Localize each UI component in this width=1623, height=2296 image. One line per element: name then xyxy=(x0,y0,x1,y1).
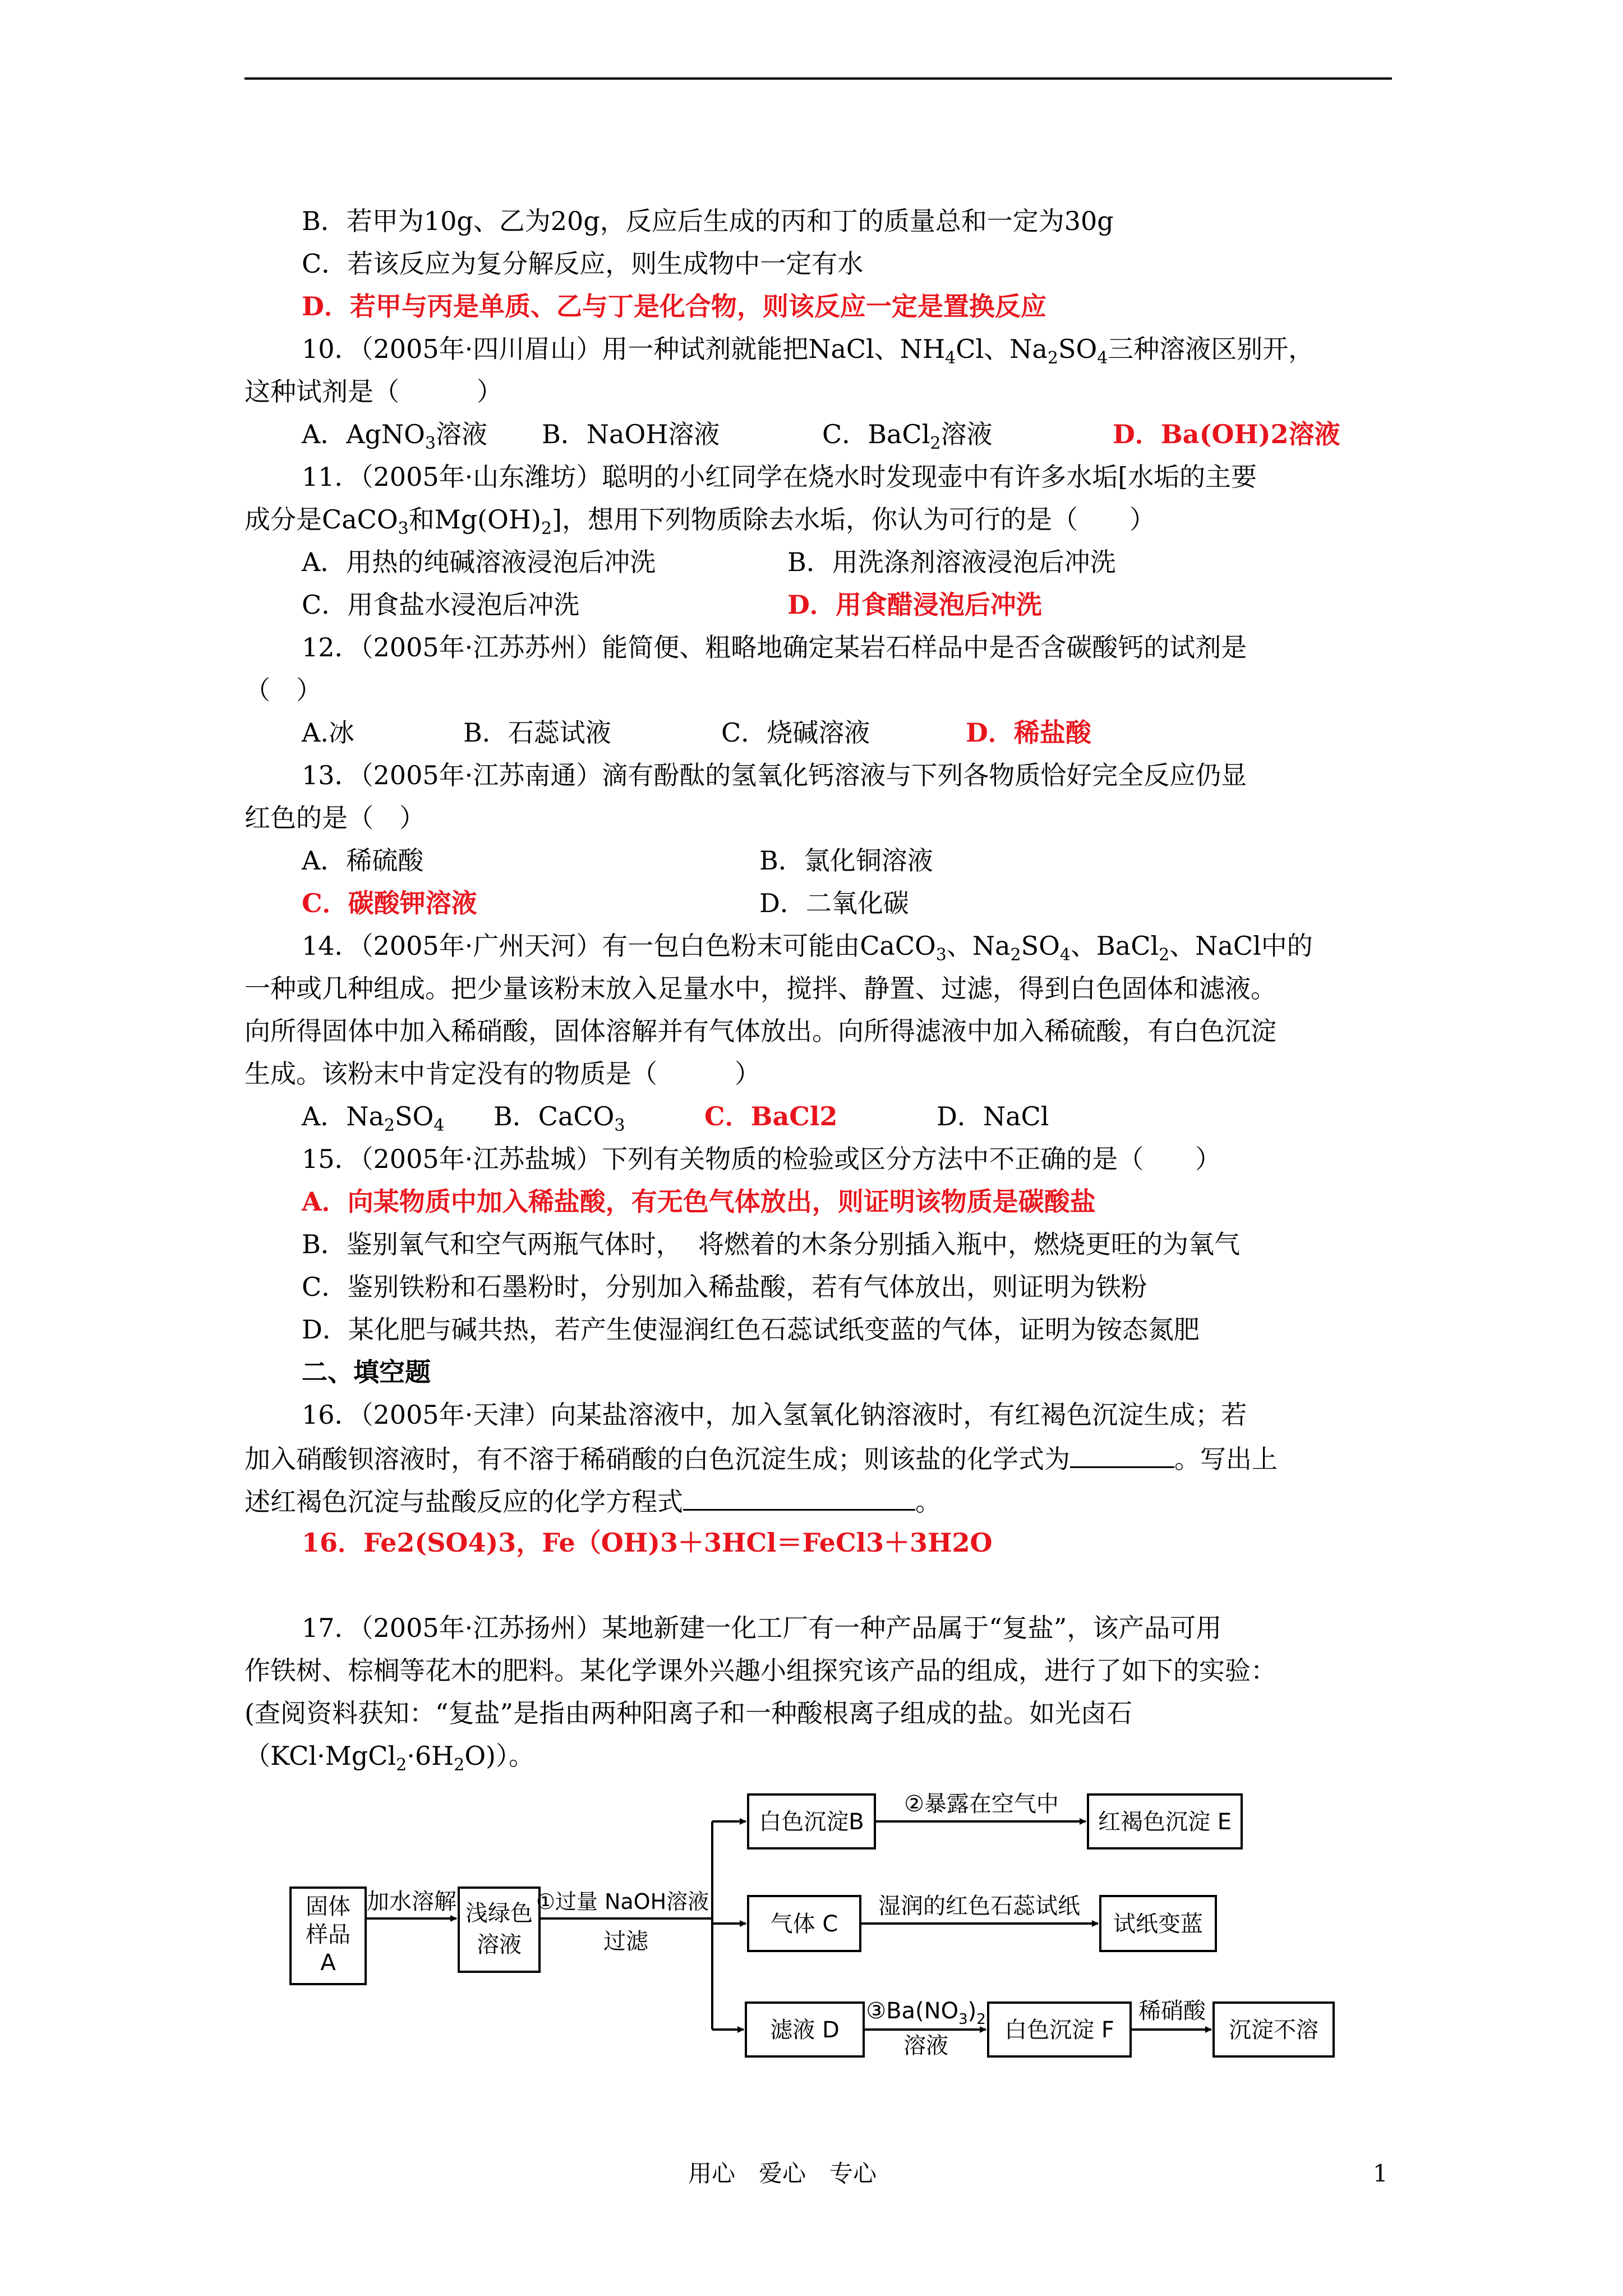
option-13b: B．氯化铜溶液 xyxy=(759,845,933,876)
answer-13c: C．碳酸钾溶液 xyxy=(302,888,477,918)
question-17-cont-1: 作铁树、棕榈等花木的肥料。某化学课外兴趣小组探究该产品的组成，进行了如下的实验： xyxy=(245,1655,1276,1686)
option-10c: C．BaCl$_2$溶液 xyxy=(822,419,993,453)
question-13-cont: 红色的是（ ） xyxy=(245,803,425,833)
option-11a: A．用热的纯碱溶液浸泡后冲洗 xyxy=(302,547,656,577)
option-12c: C．烧碱溶液 xyxy=(721,717,870,748)
question-16-cont-1: 加入硝酸钡溶液时，有不溶于稀硝酸的白色沉淀生成；则该盐的化学式为 。写出上 xyxy=(245,1441,1278,1476)
option-9b: B．若甲为10g、乙为20g，反应后生成的丙和丁的质量总和一定为30g xyxy=(302,206,1114,236)
option-14b: B．CaCO$_3$ xyxy=(494,1101,625,1135)
option-11c: C．用食盐水浸泡后冲洗 xyxy=(302,590,580,620)
answer-15a: A．向某物质中加入稀盐酸，有无色气体放出，则证明该物质是碳酸盐 xyxy=(302,1186,1096,1217)
question-14-cont-1: 一种或几种组成。把少量该粉末放入足量水中，搅拌、静置、过滤，得到白色固体和滤液。 xyxy=(245,973,1276,1004)
question-11-cont: 成分是CaCO$_3$和$Mg(OH)_2$]，想用下列物质除去水垢，你认为可行的是（ ） xyxy=(245,504,1155,539)
question-12: 12．（2005年·江苏苏州）能简便、粗略地确定某岩石样品中是否含碳酸钙的试剂是 xyxy=(302,632,1247,662)
answer-10d: D．Ba(OH)2溶液 xyxy=(1113,419,1340,449)
solid-label-1: 固体 xyxy=(306,1894,351,1920)
step3-solution-label: 溶液 xyxy=(903,2033,948,2059)
step3-label: $③Ba(NO_3)_2$ xyxy=(866,1998,986,2028)
question-14: 14．（2005年·广州天河）有一包白色粉末可能由CaCO$_3$、$Na_2SO_4$、BaCl$_2$、NaCl中的 xyxy=(302,931,1313,965)
answer-14c: C．BaCl2 xyxy=(704,1101,838,1131)
filtrate-d-label: 滤液 D xyxy=(770,2017,840,2043)
question-14-cont-3: 生成。该粉末中肯定没有的物质是（ ） xyxy=(245,1059,760,1089)
red-brown-e-label: 红褐色沉淀 E xyxy=(1098,1809,1232,1835)
option-13d: D．二氧化碳 xyxy=(759,888,909,918)
question-17-cont-2: (查阅资料获知：“复盐”是指由两种阳离子和一种酸根离子组成的盐。如光卤石 xyxy=(245,1698,1132,1728)
white-precipitate-f-label: 白色沉淀 F xyxy=(1004,2017,1114,2043)
dilute-nitric-acid-label: 稀硝酸 xyxy=(1138,1998,1206,2024)
option-14d: D．NaCl xyxy=(937,1101,1049,1131)
solid-label-2: 样品 xyxy=(306,1922,351,1948)
question-14-cont-2: 向所得固体中加入稀硝酸，固体溶解并有气体放出。向所得滤液中加入稀硫酸，有白色沉淀 xyxy=(245,1016,1276,1046)
answer-9d: D．若甲与丙是单质、乙与丁是化合物，则该反应一定是置换反应 xyxy=(302,291,1046,321)
option-12b: B．石蕊试液 xyxy=(463,717,611,748)
answer-12d: D．稀盐酸 xyxy=(966,717,1091,748)
precipitate-insoluble-label: 沉淀不溶 xyxy=(1229,2017,1318,2043)
option-14a: A．$Na_2SO_4$ xyxy=(302,1101,445,1135)
step-dissolve-label: 加水溶解 xyxy=(367,1889,457,1915)
solid-label-3: A xyxy=(320,1950,336,1976)
question-17: 17．（2005年·江苏扬州）某地新建一化工厂有一种产品属于“复盐”，该产品可用 xyxy=(302,1613,1222,1643)
green-solution-label-1: 浅绿色 xyxy=(465,1901,533,1926)
step1-label: ①过量 NaOH溶液 xyxy=(536,1889,709,1914)
option-11b: B．用洗涤剂溶液浸泡后冲洗 xyxy=(787,547,1116,577)
question-13: 13．（2005年·江苏南通）滴有酚酞的氢氧化钙溶液与下列各物质恰好完全反应仍显 xyxy=(302,760,1247,790)
question-10: 10．（2005年·四川眉山）用一种试剂就能把NaCl、$NH_4Cl$、$Na_2SO_4$三种溶液区别开， xyxy=(302,334,1315,368)
step2-label: ②暴露在空气中 xyxy=(904,1791,1059,1817)
answer-16: 16．Fe2(SO4)3，Fe（OH)3＋3HCl＝FeCl3＋3H2O xyxy=(302,1527,993,1558)
option-10b: B．NaOH溶液 xyxy=(542,419,720,449)
litmus-paper-label: 湿润的红色石蕊试纸 xyxy=(878,1893,1080,1919)
option-10a: A．AgNO$_3$溶液 xyxy=(302,419,487,453)
option-15c: C．鉴别铁粉和石墨粉时，分别加入稀盐酸，若有气体放出，则证明为铁粉 xyxy=(302,1272,1147,1302)
question-15: 15．（2005年·江苏盐城）下列有关物质的检验或区分方法中不正确的是（ ） xyxy=(302,1144,1221,1174)
answer-11d: D．用食醋浸泡后冲洗 xyxy=(787,590,1042,620)
question-10-cont: 这种试剂是（ ） xyxy=(245,376,502,407)
page-number: 1 xyxy=(1373,2160,1388,2187)
question-16-cont-2: 述红褐色沉淀与盐酸反应的化学方程式 。 xyxy=(245,1483,941,1519)
green-solution-label-2: 溶液 xyxy=(477,1932,522,1958)
section-heading-fill-in: 二、填空题 xyxy=(302,1357,431,1387)
step1-filter-label: 过滤 xyxy=(603,1929,648,1954)
question-11: 11．（2005年·山东潍坊）聪明的小红同学在烧水时发现壶中有许多水垢[水垢的主要 xyxy=(302,462,1257,492)
option-9c: C．若该反应为复分解反应，则生成物中一定有水 xyxy=(302,249,864,279)
paper-blue-label: 试纸变蓝 xyxy=(1113,1911,1203,1937)
option-13a: A．稀硫酸 xyxy=(302,845,424,876)
gas-c-label: 气体 C xyxy=(770,1911,838,1937)
footer-motto: 用心 爱心 专心 xyxy=(688,2160,877,2187)
white-precipitate-b-label: 白色沉淀B xyxy=(759,1809,864,1835)
option-15d: D．某化肥与碱共热，若产生使湿润红色石蕊试纸变蓝的气体，证明为铵态氮肥 xyxy=(302,1314,1200,1345)
question-17-cont-3: $(KCl\cdot MgCl_2\cdot 6H_2O)$）。 xyxy=(245,1741,534,1775)
question-16: 16．（2005年·天津）向某盐溶液中，加入氢氧化钠溶液时，有红褐色沉淀生成；若 xyxy=(302,1400,1247,1430)
question-12-cont: （ ） xyxy=(245,675,322,705)
option-15b: B．鉴别氧气和空气两瓶气体时， 将燃着的木条分别插入瓶中，燃烧更旺的为氧气 xyxy=(302,1229,1241,1259)
option-12a: A.冰 xyxy=(302,717,354,748)
